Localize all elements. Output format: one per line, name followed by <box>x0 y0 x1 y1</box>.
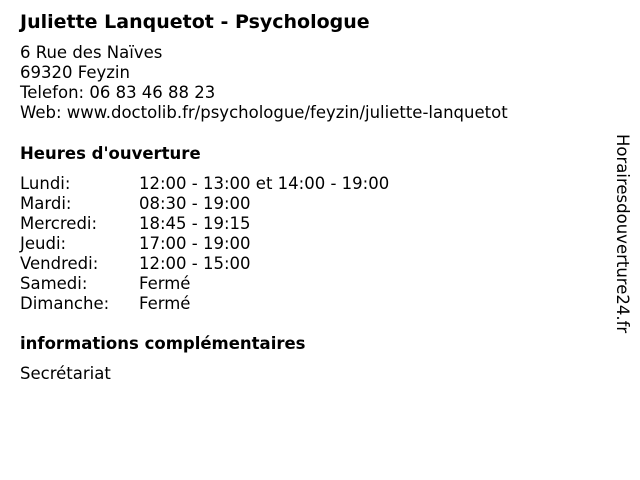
hours-row-sunday <box>20 294 389 314</box>
site-watermark: Horairesdouverture24.fr <box>613 134 632 334</box>
phone-number: Telefon: 06 83 46 88 23 <box>20 83 216 102</box>
day-hours: Fermé <box>139 274 191 293</box>
hours-row-monday <box>20 174 389 194</box>
hours-row-wednesday <box>20 214 389 234</box>
day-hours: 17:00 - 19:00 <box>139 234 251 253</box>
website-link: Web: www.doctolib.fr/psychologue/feyzin/juliette-lanquetot <box>20 103 508 122</box>
day-label: Jeudi: <box>20 234 67 253</box>
address-street: 6 Rue des Naïves <box>20 43 163 62</box>
day-hours: Fermé <box>139 294 191 313</box>
day-label: Vendredi: <box>20 254 99 273</box>
day-label: Mercredi: <box>20 214 98 233</box>
day-hours: 08:30 - 19:00 <box>139 194 251 213</box>
hours-row-friday <box>20 254 389 274</box>
day-label: Mardi: <box>20 194 72 213</box>
contact-block <box>20 43 508 123</box>
day-hours: 18:45 - 19:15 <box>139 214 251 233</box>
day-label: Lundi: <box>20 174 71 193</box>
hours-row-tuesday <box>20 194 389 214</box>
hours-row-thursday <box>20 234 389 254</box>
day-hours: 12:00 - 15:00 <box>139 254 251 273</box>
opening-hours-table <box>20 174 389 314</box>
additional-info-heading: informations complémentaires <box>20 334 306 353</box>
hours-row-saturday <box>20 274 389 294</box>
day-label: Samedi: <box>20 274 88 293</box>
day-hours: 12:00 - 13:00 et 14:00 - 19:00 <box>139 174 390 193</box>
day-label: Dimanche: <box>20 294 110 313</box>
additional-info-text: Secrétariat <box>20 364 111 383</box>
opening-hours-heading: Heures d'ouverture <box>20 144 201 163</box>
business-title: Juliette Lanquetot - Psychologue <box>20 11 370 33</box>
address-city: 69320 Feyzin <box>20 63 130 82</box>
